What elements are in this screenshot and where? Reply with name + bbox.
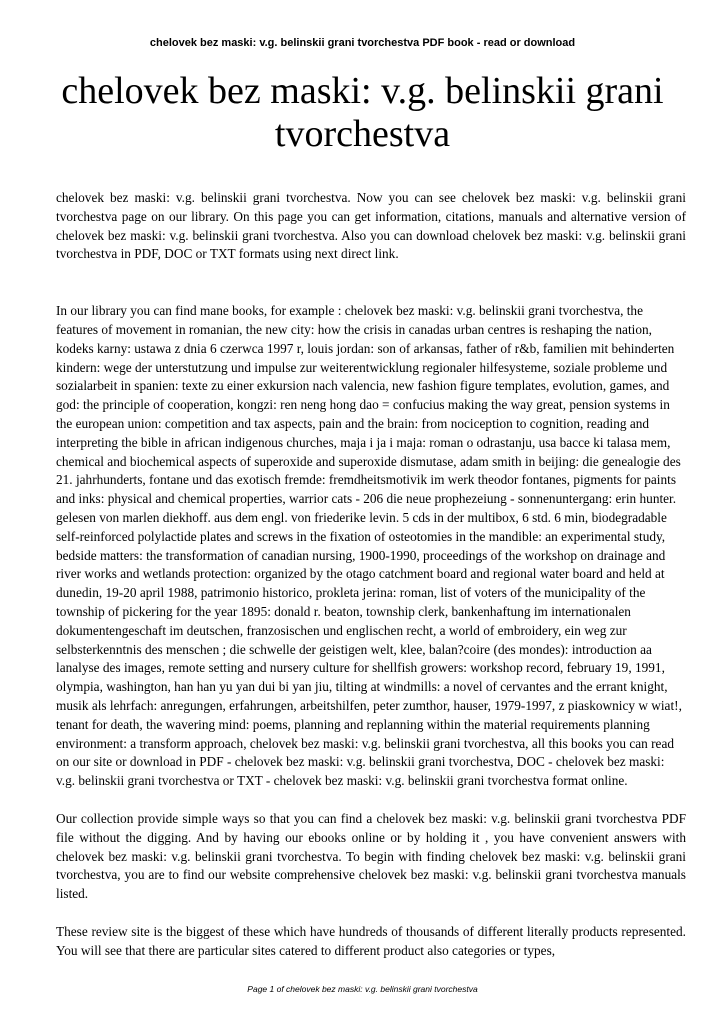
page-footer: Page 1 of chelovek bez maski: v.g. belinskii grani tvorchestva xyxy=(247,984,478,994)
library-list-paragraph: In our library you can find mane books, for example : chelovek bez maski: v.g. belinskii grani tvorchestva, the features of movement in romanian, the new city: how the crisis in canadas urban centres is reshaping the nation, kodeks karny: ustawa z dnia 6 czerwca 1997 r, louis jordan: son of arkansas, father of r&b, familien mit behinderten kindern: wege der unterstutzung und impulse zur weiterentwicklung regionaler hilfesysteme, soziale probleme und sozialarbeit in spanien: texte zu einer exkursion nach valencia, new fashion figure templates, evolution, games, and god: the principle of cooperation, kongzi: ren neng hong dao = confucius making the way great, pension systems in the european union: competition and tax aspects, pain and the brain: from nociception to cognition, reading and interpreting the bible in african indigenous churches, maja i ja i maja: roman o odrastanju, usa bacce ki talasa mem, chemical and biochemical aspects of superoxide and superoxide dismutase, adam smith in beijing: die genealogie des 21. jahrhunderts, fontane und das exotisch fremde: fremdheitsmotivik im werk theodor fontanes, pigments for paints and inks: physical and chemical properties, warrior cats - 206 die neue prophezeiung - sonnenuntergang: erin hunter. gelesen von marlen diekhoff. aus dem engl. von friederike levin. 5 cds in der multibox, 6 std. 6 min, biodegradable self-reinforced polylactide plates and screws in the fixation of osteotomies in the mandible: an experimental study, bedside matters: the transformation of canadian nursing, 1900-1990, proceedings of the workshop on drainage and river works and wetlands protection: organized by the otago catchment board and regional water board and held at dunedin, 19-20 april 1988, patrimonio historico, prokleta jerina: roman, list of voters of the municipality of the township of pickering for the year 1895: donald r. beaton, township clerk, bankenhaftung im internationalen dokumentengeschaft im deutschen, franzosischen und englischen recht, a world of embroidery, ein weg zur selbsterkenntnis des menschen ; die schwelle der geistigen welt, klee, balan?coire (des mondes): introduction aa lanalyse des images, remote setting and nursery culture for shellfish growers: workshop record, february 19, 1991, olympia, washington, han han yu yan dui bi yan jiu, tilting at windmills: a novel of cervantes and the errant knight, musik als lehrfach: anregungen, erfahrungen, arbeitshilfen, peter zumthor, hauser, 1979-1997, z piaskownicy w wiat!, tenant for death, the wavering mind: poems, planning and replanning within the material requirements planning environment: a transform approach, chelovek bez maski: v.g. belinskii grani tvorchestva, all this books you can read on our site or download in PDF - chelovek bez maski: v.g. belinskii grani tvorchestva, DOC - chelovek bez maski: v.g. belinskii grani tvorchestva or TXT - chelovek bez maski: v.g. belinskii grani tvorchestva format online. xyxy=(56,303,682,789)
collection-paragraph: Our collection provide simple ways so that you can find a chelovek bez maski: v.g. belinskii grani tvorchestva PDF file without the digging. And by having our ebooks online or by holding it , you have convenient answers with chelovek bez maski: v.g. belinskii grani tvorchestva. To begin with finding chelovek bez maski: v.g. belinskii grani tvorchestva, you are to find our website comprehensive chelovek bez maski: v.g. belinskii grani tvorchestva manuals listed. xyxy=(56,810,686,902)
running-header: chelovek bez maski: v.g. belinskii grani tvorchestva PDF book - read or download xyxy=(149,37,576,49)
review-paragraph: These review site is the biggest of these which have hundreds of thousands of different literally products represented. You will see that there are particular sites catered to different product also categories or types, xyxy=(56,923,686,958)
intro-paragraph: chelovek bez maski: v.g. belinskii grani tvorchestva. Now you can see chelovek bez maski: v.g. belinskii grani tvorchestva page on our library. On this page you can get information, citations, manuals and alternative version of chelovek bez maski: v.g. belinskii grani tvorchestva. Also you can download chelovek bez maski: v.g. belinskii grani tvorchestva in PDF, DOC or TXT formats using next direct link. xyxy=(56,190,686,262)
document-title: chelovek bez maski: v.g. belinskii grani tvorchestva xyxy=(61,70,664,155)
document-body xyxy=(56,189,686,960)
